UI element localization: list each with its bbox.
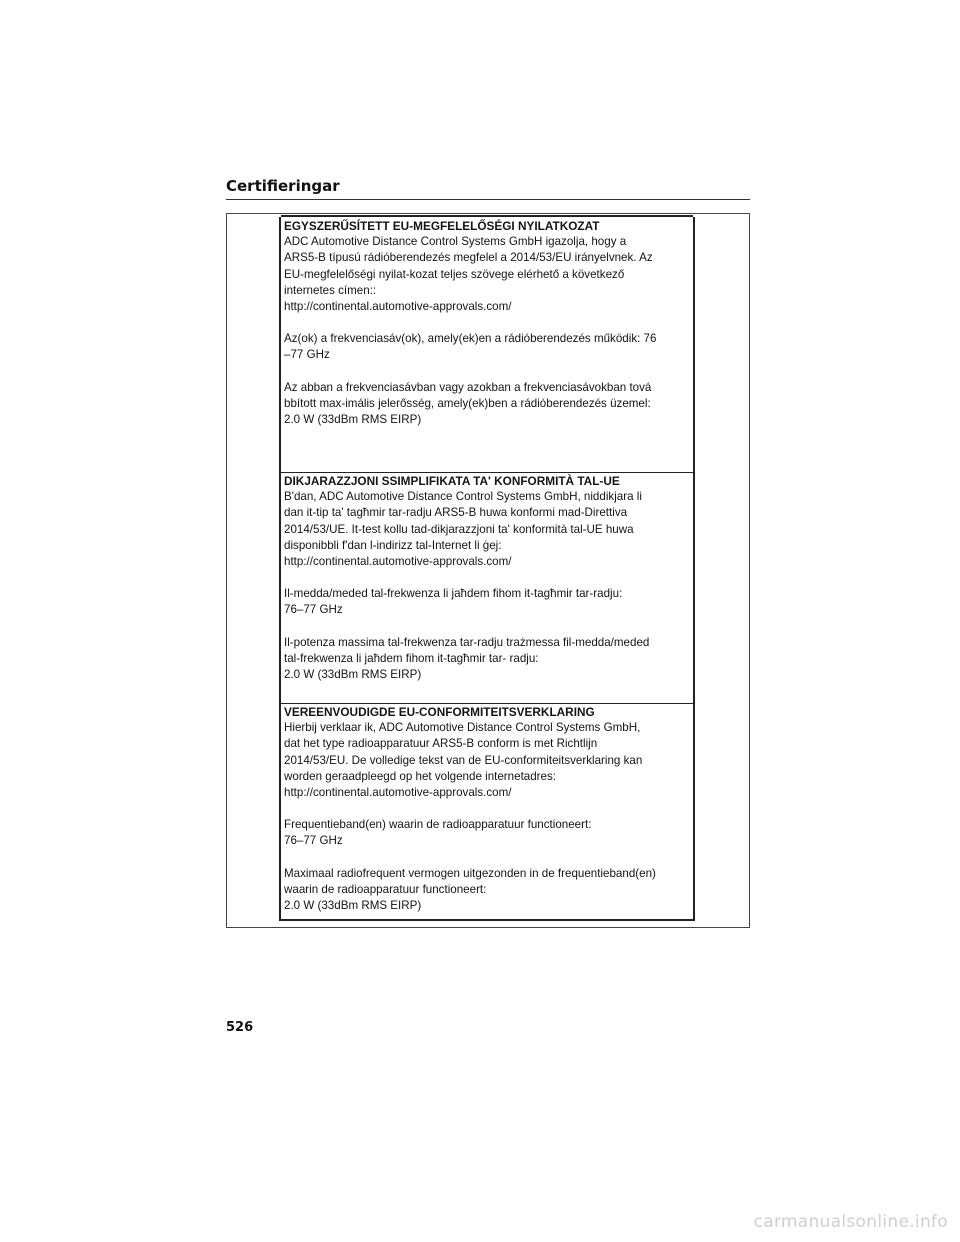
declaration-maltese <box>281 472 693 703</box>
frequency-statement: Az(ok) a frekvenciasáv(ok), amely(ek)en a rádióberendezés működik: 76 –77 GHz <box>284 332 657 362</box>
declaration-heading: VEREENVOUDIGDE EU-CONFORMITEITSVERKLARING <box>284 705 595 719</box>
scan-top-border <box>281 215 693 217</box>
power-statement: Az abban a frekvenciasávban vagy azokban a frekvenciasávokban tová bbított max-imális jelerősség, amely(ek)ben a rádióberendezés üzemel: 2.0 W (33dBm RMS EIRP) <box>284 380 652 427</box>
power-statement: Maximaal radiofrequent vermogen uitgezonden in de frequentieband(en) waarin de radioapparatuur functioneert: 2.0 W (33dBm RMS EIRP) <box>284 866 656 913</box>
frequency-statement: Frequentieband(en) waarin de radioapparatuur functioneert: 76–77 GHz <box>284 818 592 848</box>
page-number: 526 <box>226 1020 254 1035</box>
declaration-heading: EGYSZERŰSÍTETT EU-MEGFELELŐSÉGI NYILATKOZAT <box>284 219 600 233</box>
declaration-scan <box>279 217 695 921</box>
watermark: carmanualsonline.info <box>753 1212 948 1232</box>
declaration-body: Hierbij verklaar ik, ADC Automotive Distance Control Systems GmbH, dat het type radioapparatuur ARS5-B conform is met Richtlijn 2014/53/EU. De volledige tekst van de EU-conformiteitsverklaring kan worden geraadpleegd op het volgende internetadres: http://continental.automotive-approvals.com/ <box>284 721 643 800</box>
declaration-body: ADC Automotive Distance Control Systems GmbH igazolja, hogy a ARS5-B típusú rádióberendezés megfelel a 2014/53/EU irányelvnek. Az EU-megfelelőségi nyilat-kozat teljes szövege elérhető a következő internetes címen:: http://continental.automotive-approvals.com/ <box>284 235 653 314</box>
declaration-hungarian <box>281 218 693 473</box>
declaration-dutch <box>281 703 693 919</box>
title-divider <box>226 199 750 200</box>
power-statement: Il-potenza massima tal-frekwenza tar-radju trażmessa fil-medda/meded tal-frekwenza li jaħdem fihom it-tagħmir tar- radju: 2.0 W (33dBm RMS EIRP) <box>284 635 650 682</box>
section-title: Certifieringar <box>226 177 340 195</box>
declaration-heading: DIKJARAZZJONI SSIMPLIFIKATA TA' KONFORMITÀ TAL-UE <box>284 474 620 488</box>
frequency-statement: Il-medda/meded tal-frekwenza li jaħdem fihom it-tagħmir tar-radju: 76–77 GHz <box>284 587 623 617</box>
declaration-body: B'dan, ADC Automotive Distance Control Systems GmbH, niddikjara li dan it-tip ta' tagħmir tar-radju ARS5-B huwa konformi mad-Direttiva 2014/53/UE. It-test kollu tad-dikjarazzjoni ta' konformità tal-UE huwa disponibbli f'dan l-indirizz tal-Internet li ġej: http://continental.automotive-approvals.com/ <box>284 490 642 569</box>
